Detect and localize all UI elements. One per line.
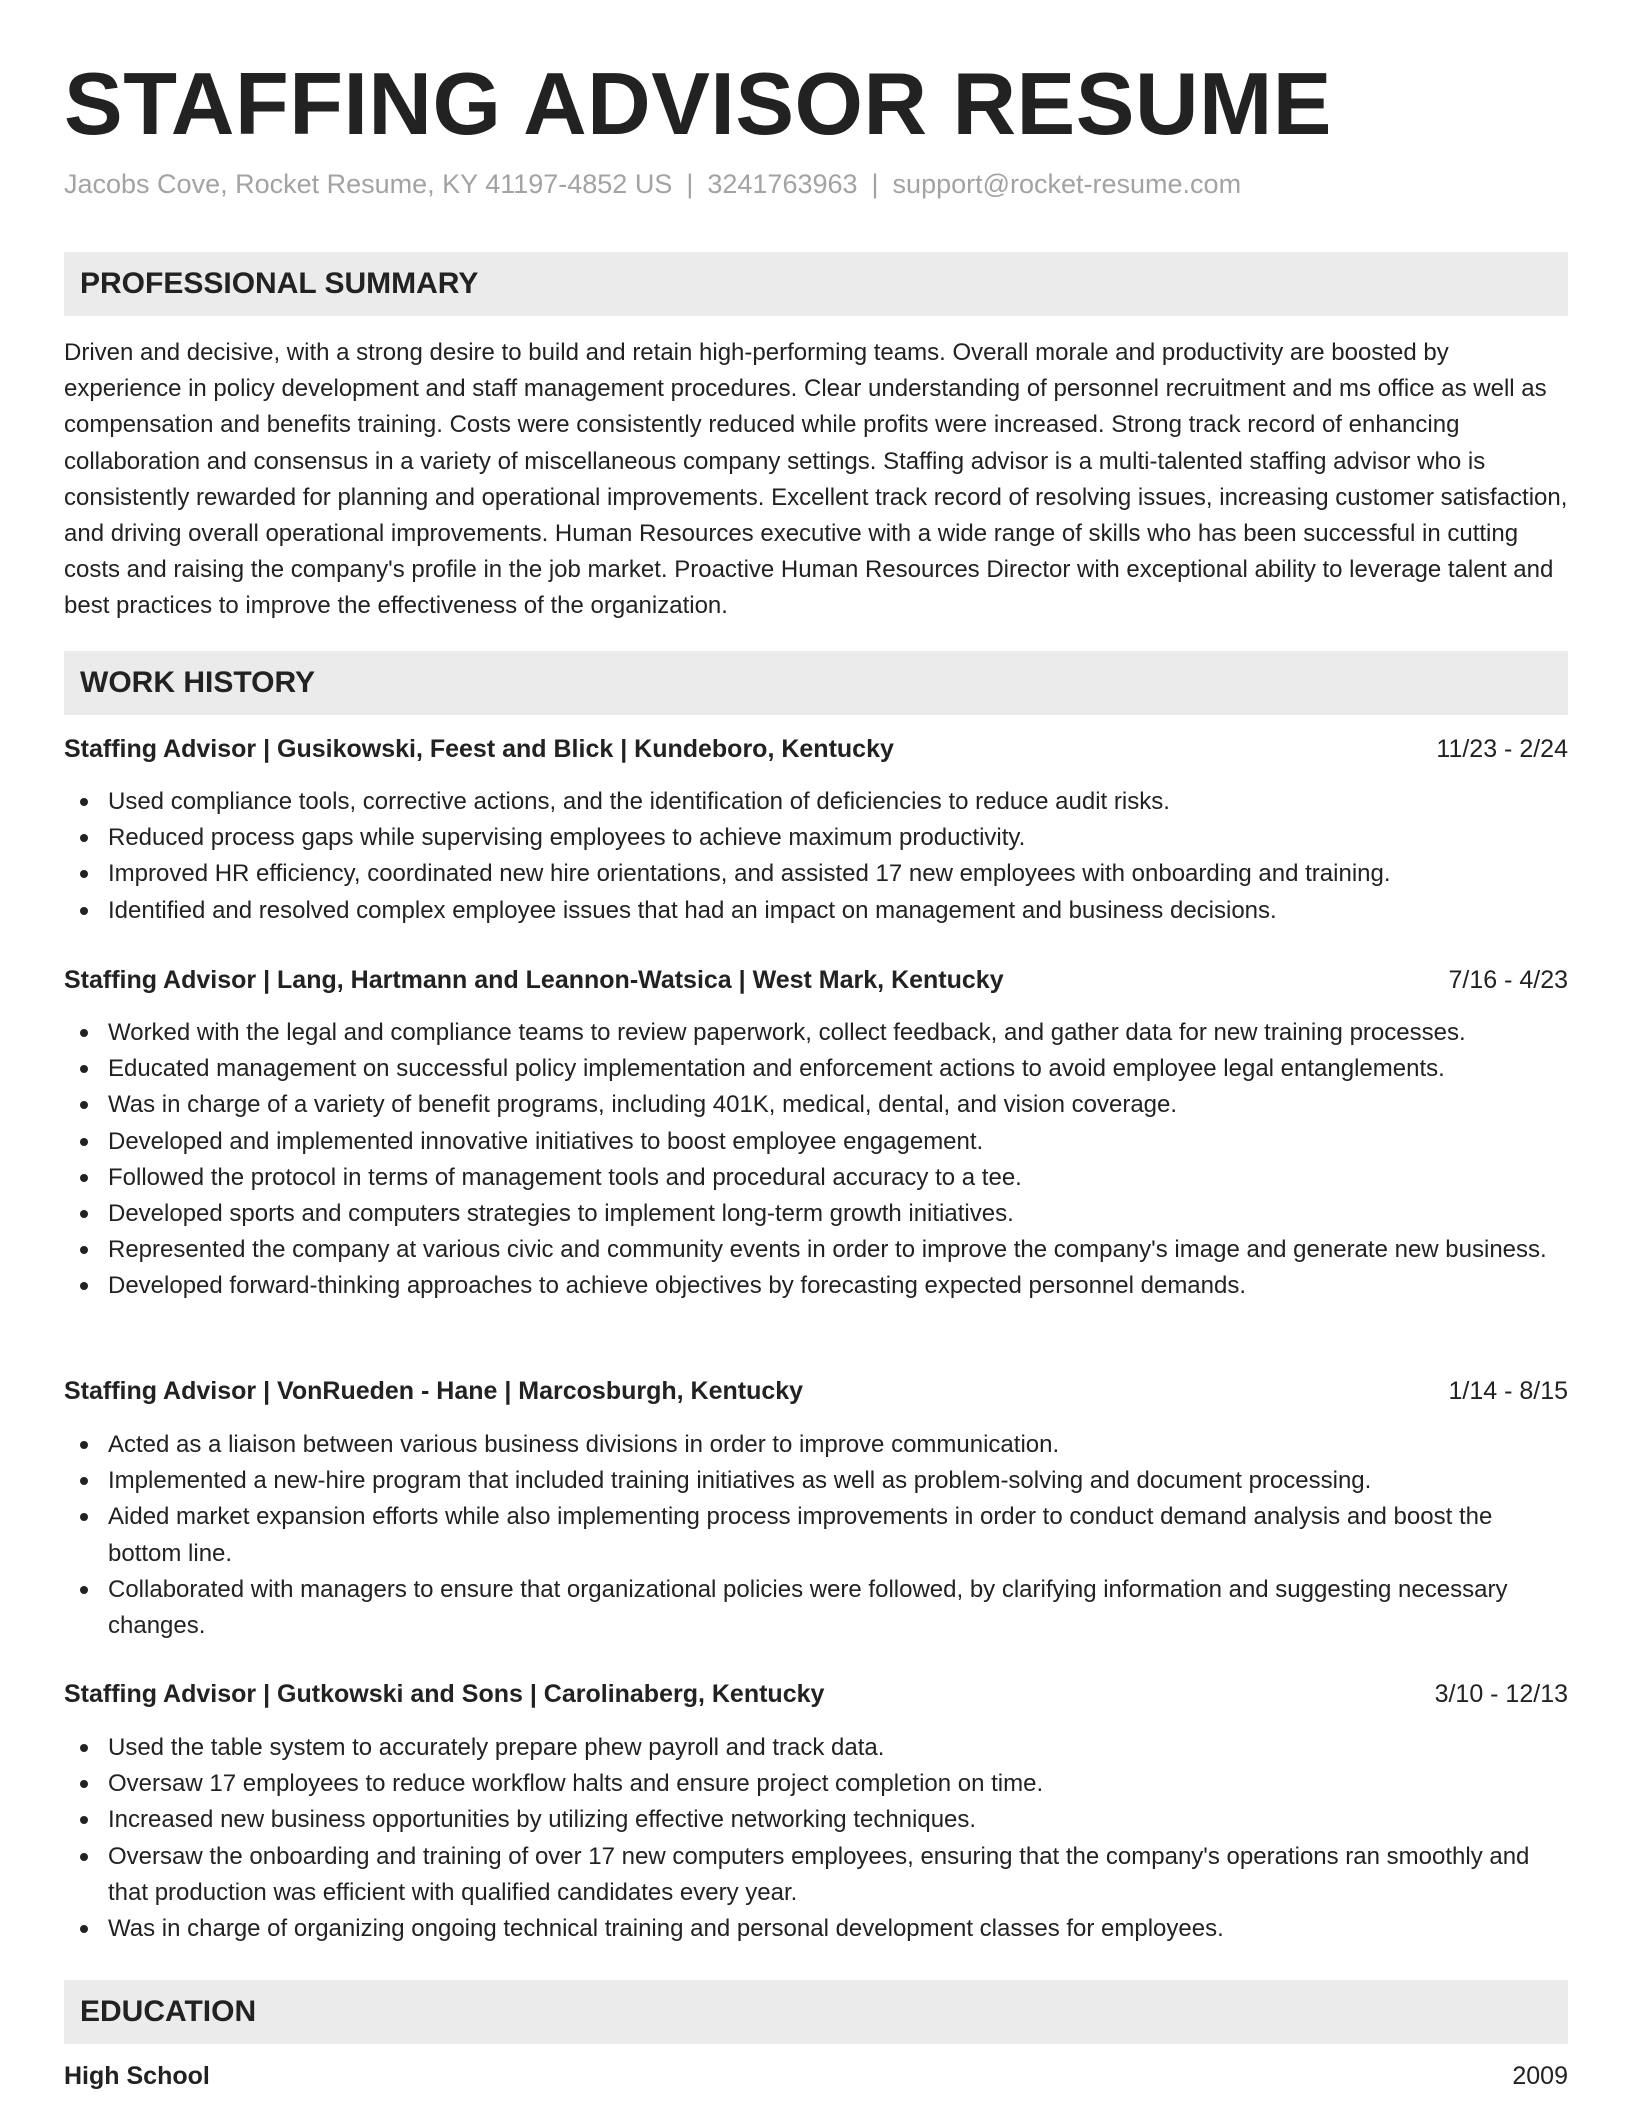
bullet-icon xyxy=(80,1138,88,1146)
bullet-icon xyxy=(80,1065,88,1073)
bullet-icon xyxy=(80,834,88,842)
job-bullet-list xyxy=(64,1427,1568,1644)
job-header xyxy=(64,962,1568,998)
job-bullet: Oversaw the onboarding and training of over 17 new computers employees, ensuring that the company's operations ran smoothly and that production was efficient with qualified candidates every year. xyxy=(64,1839,1568,1911)
job-bullet: Developed forward-thinking approaches to achieve objectives by forecasting expected personnel demands. xyxy=(64,1268,1568,1304)
education-year: 2009 xyxy=(1512,2062,1568,2090)
section-title-summary: PROFESSIONAL SUMMARY xyxy=(80,267,479,300)
job-bullet: Aided market expansion efforts while also implementing process improvements in order to conduct demand analysis and boost the bottom line. xyxy=(64,1499,1568,1571)
contact-separator: | xyxy=(871,169,879,199)
job-dates: 3/10 - 12/13 xyxy=(1434,1680,1568,1708)
summary-text: Driven and decisive, with a strong desire to build and retain high-performing teams. Overall morale and productivity are boosted by experience in policy development and staff management procedures. Clear understanding of personnel recruitment and ms office as well as compensation and benefits training. Costs were consistently reduced while profits were increased. Strong track record of enhancing collaboration and consensus in a variety of miscellaneous company settings. Staffing advisor is a multi-talented staffing advisor who is consistently rewarded for planning and operational improvements. Excellent track record of resolving issues, increasing customer satisfaction, and driving overall operational improvements. Human Resources executive with a wide range of skills who has been successful in cutting costs and raising the company's profile in the job market. Proactive Human Resources Director with exceptional ability to leverage talent and best practices to improve the effectiveness of the organization. xyxy=(64,339,1568,620)
section-title-education: EDUCATION xyxy=(80,1995,257,2028)
section-title-work-history: WORK HISTORY xyxy=(80,666,316,699)
job-bullet: Reduced process gaps while supervising employees to achieve maximum productivity. xyxy=(64,820,1568,856)
job-bullet: Developed and implemented innovative initiatives to boost employee engagement. xyxy=(64,1124,1568,1160)
contact-email: support@rocket-resume.com xyxy=(892,169,1242,199)
job-header xyxy=(64,731,1568,767)
bullet-icon xyxy=(80,1925,88,1933)
job-bullet: Implemented a new-hire program that included training initiatives as well as problem-solving and document processing. xyxy=(64,1463,1568,1499)
job-header xyxy=(64,1373,1568,1409)
job-heading: Staffing Advisor | VonRueden - Hane | Marcosburgh, Kentucky xyxy=(64,1377,804,1405)
education-header xyxy=(64,2058,1568,2094)
bullet-icon xyxy=(80,1441,88,1449)
job-bullet: Collaborated with managers to ensure that organizational policies were followed, by clarifying information and suggesting necessary changes. xyxy=(64,1572,1568,1644)
job-bullet: Followed the protocol in terms of management tools and procedural accuracy to a tee. xyxy=(64,1160,1568,1196)
job-bullet: Used compliance tools, corrective actions, and the identification of deficiencies to reduce audit risks. xyxy=(64,784,1568,820)
resume-title: STAFFING ADVISOR RESUME xyxy=(64,54,1332,153)
bullet-icon xyxy=(80,1586,88,1594)
education-degree: High School xyxy=(64,2062,210,2090)
job-entry xyxy=(64,1373,1568,1409)
job-bullet: Educated management on successful policy implementation and enforcement actions to avoid employee legal entanglements. xyxy=(64,1051,1568,1087)
bullet-icon xyxy=(80,1029,88,1037)
contact-separator: | xyxy=(686,169,694,199)
section-header-work-history xyxy=(64,651,1568,715)
job-bullet: Worked with the legal and compliance teams to review paperwork, collect feedback, and gather data for new training processes. xyxy=(64,1015,1568,1051)
job-entry xyxy=(64,1676,1568,1712)
bullet-icon xyxy=(80,1853,88,1861)
bullet-icon xyxy=(80,1816,88,1824)
job-entry xyxy=(64,731,1568,767)
contact-address: Jacobs Cove, Rocket Resume, KY 41197-4852 US xyxy=(64,169,673,199)
job-bullet: Used the table system to accurately prepare phew payroll and track data. xyxy=(64,1730,1568,1766)
job-bullet: Acted as a liaison between various business divisions in order to improve communication. xyxy=(64,1427,1568,1463)
section-header-education xyxy=(64,1980,1568,2044)
job-header xyxy=(64,1676,1568,1712)
contact-phone: 3241763963 xyxy=(707,169,858,199)
bullet-icon xyxy=(80,907,88,915)
job-dates: 11/23 - 2/24 xyxy=(1436,735,1568,763)
job-heading: Staffing Advisor | Lang, Hartmann and Leannon-Watsica | West Mark, Kentucky xyxy=(64,966,1004,994)
bullet-icon xyxy=(80,1744,88,1752)
bullet-icon xyxy=(80,1282,88,1290)
job-bullet: Increased new business opportunities by utilizing effective networking techniques. xyxy=(64,1802,1568,1838)
job-heading: Staffing Advisor | Gutkowski and Sons | Carolinaberg, Kentucky xyxy=(64,1680,825,1708)
job-bullet: Oversaw 17 employees to reduce workflow halts and ensure project completion on time. xyxy=(64,1766,1568,1802)
bullet-icon xyxy=(80,1174,88,1182)
bullet-icon xyxy=(80,1246,88,1254)
job-bullet: Developed sports and computers strategies to implement long-term growth initiatives. xyxy=(64,1196,1568,1232)
contact-line xyxy=(64,166,1241,202)
education-entry xyxy=(64,2058,1568,2094)
bullet-icon xyxy=(80,1780,88,1788)
section-header-summary xyxy=(64,252,1568,316)
bullet-icon xyxy=(80,870,88,878)
job-dates: 1/14 - 8/15 xyxy=(1448,1377,1568,1405)
bullet-icon xyxy=(80,1210,88,1218)
job-bullet-list xyxy=(64,1015,1568,1305)
job-bullet-list xyxy=(64,1730,1568,1947)
bullet-icon xyxy=(80,1513,88,1521)
job-entry xyxy=(64,962,1568,998)
bullet-icon xyxy=(80,798,88,806)
job-heading: Staffing Advisor | Gusikowski, Feest and Blick | Kundeboro, Kentucky xyxy=(64,735,894,763)
bullet-icon xyxy=(80,1477,88,1485)
job-bullet: Was in charge of organizing ongoing technical training and personal development classes for employees. xyxy=(64,1911,1568,1947)
job-bullet: Was in charge of a variety of benefit programs, including 401K, medical, dental, and vision coverage. xyxy=(64,1087,1568,1123)
bullet-icon xyxy=(80,1101,88,1109)
job-bullet: Identified and resolved complex employee issues that had an impact on management and business decisions. xyxy=(64,893,1568,929)
job-bullet: Improved HR efficiency, coordinated new hire orientations, and assisted 17 new employees with onboarding and training. xyxy=(64,856,1568,892)
job-bullet-list xyxy=(64,784,1568,929)
job-bullet: Represented the company at various civic and community events in order to improve the company's image and generate new business. xyxy=(64,1232,1568,1268)
job-dates: 7/16 - 4/23 xyxy=(1448,966,1568,994)
